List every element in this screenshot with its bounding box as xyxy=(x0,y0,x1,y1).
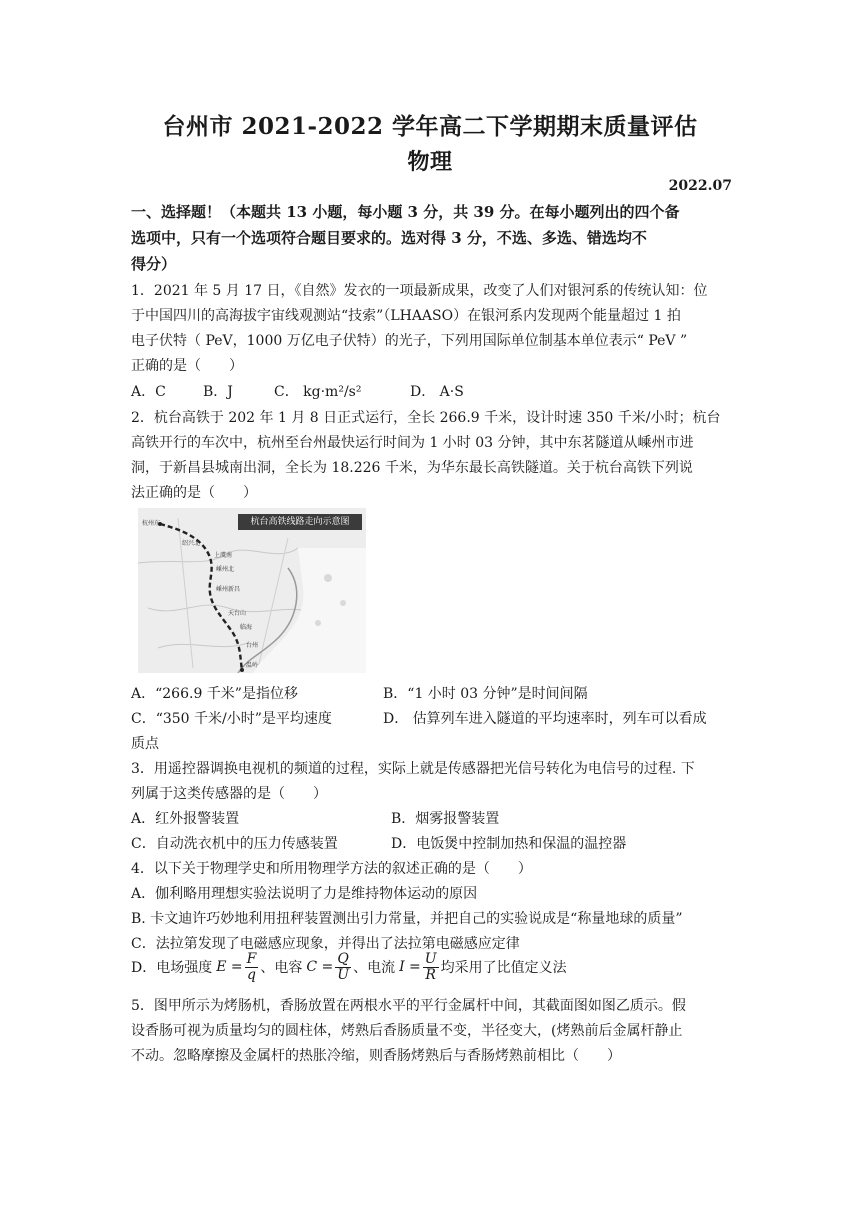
map-label-linhai: 临海 xyxy=(240,624,253,631)
q5-line-2: 设香肠可视为质量均匀的圆柱体，烤熟后香肠质量不变，半径变大，(烤熟前后金属杆静止 xyxy=(131,1023,683,1039)
exam-title: 台州市 2021-2022 学年高二下学期期末质量评估 xyxy=(162,113,698,140)
map-label-shaoxing: 绍兴北 xyxy=(182,540,201,547)
map-label-shengzhou-north: 嵊州北 xyxy=(216,566,235,573)
q3-line-1: 3．用遥控器调换电视机的频道的过程，实际上就是传感器把光信号转化为电信号的过程. 下 xyxy=(131,761,695,777)
q2-line-4: 法正确的是（ ） xyxy=(131,485,257,501)
q4-d-e-symbol: E = xyxy=(216,959,243,975)
q1-line-2: 于中国四川的高海拔宇宙线观测站“技索”（LHAASO）在银河系内发现两个能量超过 1 拍 xyxy=(131,308,681,324)
q1-option-d: D． A·S xyxy=(410,384,464,400)
q1-line-4: 正确的是（ ） xyxy=(131,358,243,374)
map-label-wenling: 温岭 xyxy=(246,662,259,669)
q2-option-d: D． 估算列车进入隧道的平均速率时，列车可以看成 xyxy=(383,711,707,727)
section-heading-line-3: 得分） xyxy=(131,255,177,273)
q2-option-d-continued: 质点 xyxy=(131,736,159,752)
q2-option-a: A．“266.9 千米”是指位移 xyxy=(131,686,298,702)
q5-line-3: 不动。忽略摩擦及金属杆的热胀冷缩，则香肠烤熟后与香肠烤熟前相比（ ） xyxy=(131,1048,621,1064)
q2-option-b: B．“1 小时 03 分钟”是时间间隔 xyxy=(383,686,588,702)
q1-option-b: B．J xyxy=(203,384,233,400)
q4-stem: 4．以下关于物理学史和所用物理学方法的叙述正确的是（ ） xyxy=(131,861,532,877)
q2-line-3: 洞，于新昌县城南出洞，全长为 18.226 千米，为华东最长高铁隧道。关于杭台高铁下列说 xyxy=(131,460,693,476)
q2-line-1: 2．杭台高铁于 202 年 1 月 8 日正式运行，全长 266.9 千米，设计时速 350 千米/小时；杭台 xyxy=(131,410,721,426)
map-label-hangzhou: 杭州东 xyxy=(142,520,161,527)
q4-option-c: C．法拉第发现了电磁感应现象，并得出了法拉第电磁感应定律 xyxy=(131,936,520,952)
q4-d-c-symbol: C = xyxy=(306,959,334,975)
subject-title: 物理 xyxy=(407,149,453,175)
q3-line-2: 列属于这类传感器的是（ ） xyxy=(131,786,327,802)
q4-d-prefix: D．电场强度 xyxy=(131,960,213,976)
section-heading-line-1: 一、选择题！（本题共 13 小题，每小题 3 分，共 39 分。在每小题列出的四个备 xyxy=(131,203,680,221)
q2-line-2: 高铁开行的车次中，杭州至台州最快运行时间为 1 小时 03 分钟，其中东茗隧道从嵊州市进 xyxy=(131,435,694,451)
map-label-taizhou: 台州 xyxy=(246,642,259,649)
map-label-tiantaishan: 天台山 xyxy=(228,610,247,617)
map-label-shangyu: 上虞南 xyxy=(214,552,233,559)
q2-option-c: C．“350 千米/小时”是平均速度 xyxy=(131,711,332,727)
q4-d-i-symbol: I = xyxy=(399,959,421,975)
q4-d-e-fraction xyxy=(245,952,259,983)
q3-option-c: C．自动洗衣机中的压力传感装置 xyxy=(131,836,338,852)
exam-date: 2022.07 xyxy=(668,178,732,194)
q4-option-d xyxy=(131,947,731,987)
q4-d-suffix: 均采用了比值定义法 xyxy=(440,960,567,976)
q1-option-c: C． kg·m²/s² xyxy=(274,384,362,400)
q4-d-i-numerator: U xyxy=(424,950,437,967)
q4-d-c-denominator: U xyxy=(337,966,350,983)
q4-d-i-denominator: R xyxy=(425,966,436,983)
q1-line-3: 电子伏特（ PeV，1000 万亿电子伏特）的光子，下列用国际单位制基本单位表示“ PeV ” xyxy=(131,333,688,349)
q1-option-a: A．C xyxy=(131,384,166,400)
q3-option-d: D．电饭煲中控制加热和保温的温控器 xyxy=(391,836,627,852)
q4-d-mid-2: 、电流 xyxy=(353,960,396,976)
q4-d-mid-1: 、电容 xyxy=(260,960,303,976)
q4-d-i-fraction xyxy=(423,952,439,983)
q3-option-a: A．红外报警装置 xyxy=(131,811,240,827)
q4-d-e-numerator: F xyxy=(246,950,257,967)
q4-option-a: A．伽利略用理想实验法说明了力是维持物体运动的原因 xyxy=(131,886,478,902)
q4-d-c-fraction xyxy=(335,952,351,983)
q4-d-c-numerator: Q xyxy=(335,952,351,968)
section-heading-line-2: 选项中，只有一个选项符合题目要求的。选对得 3 分，不选、多选、错选均不 xyxy=(131,229,647,247)
railway-route-map xyxy=(138,508,366,673)
q3-option-b: B．烟雾报警装置 xyxy=(391,811,500,827)
q4-d-e-denominator: q xyxy=(247,966,256,983)
q1-line-1: 1．2021 年 5 月 17 日，《自然》发衣的一项最新成果，改变了人们对银河系的传统认知：位 xyxy=(131,283,708,299)
q4-option-b: B. 卡文迪许巧妙地利用扭秤装置测出引力常量，并把自己的实验说成是“称量地球的质量” xyxy=(131,911,683,927)
map-title: 杭台高铁线路走向示意图 xyxy=(238,514,362,530)
q5-line-1: 5．图甲所示为烤肠机，香肠放置在两根水平的平行金属杆中间，其截面图如图乙质示。假 xyxy=(131,998,686,1014)
map-label-shengzhou-xinchang: 嵊州新昌 xyxy=(216,586,241,593)
